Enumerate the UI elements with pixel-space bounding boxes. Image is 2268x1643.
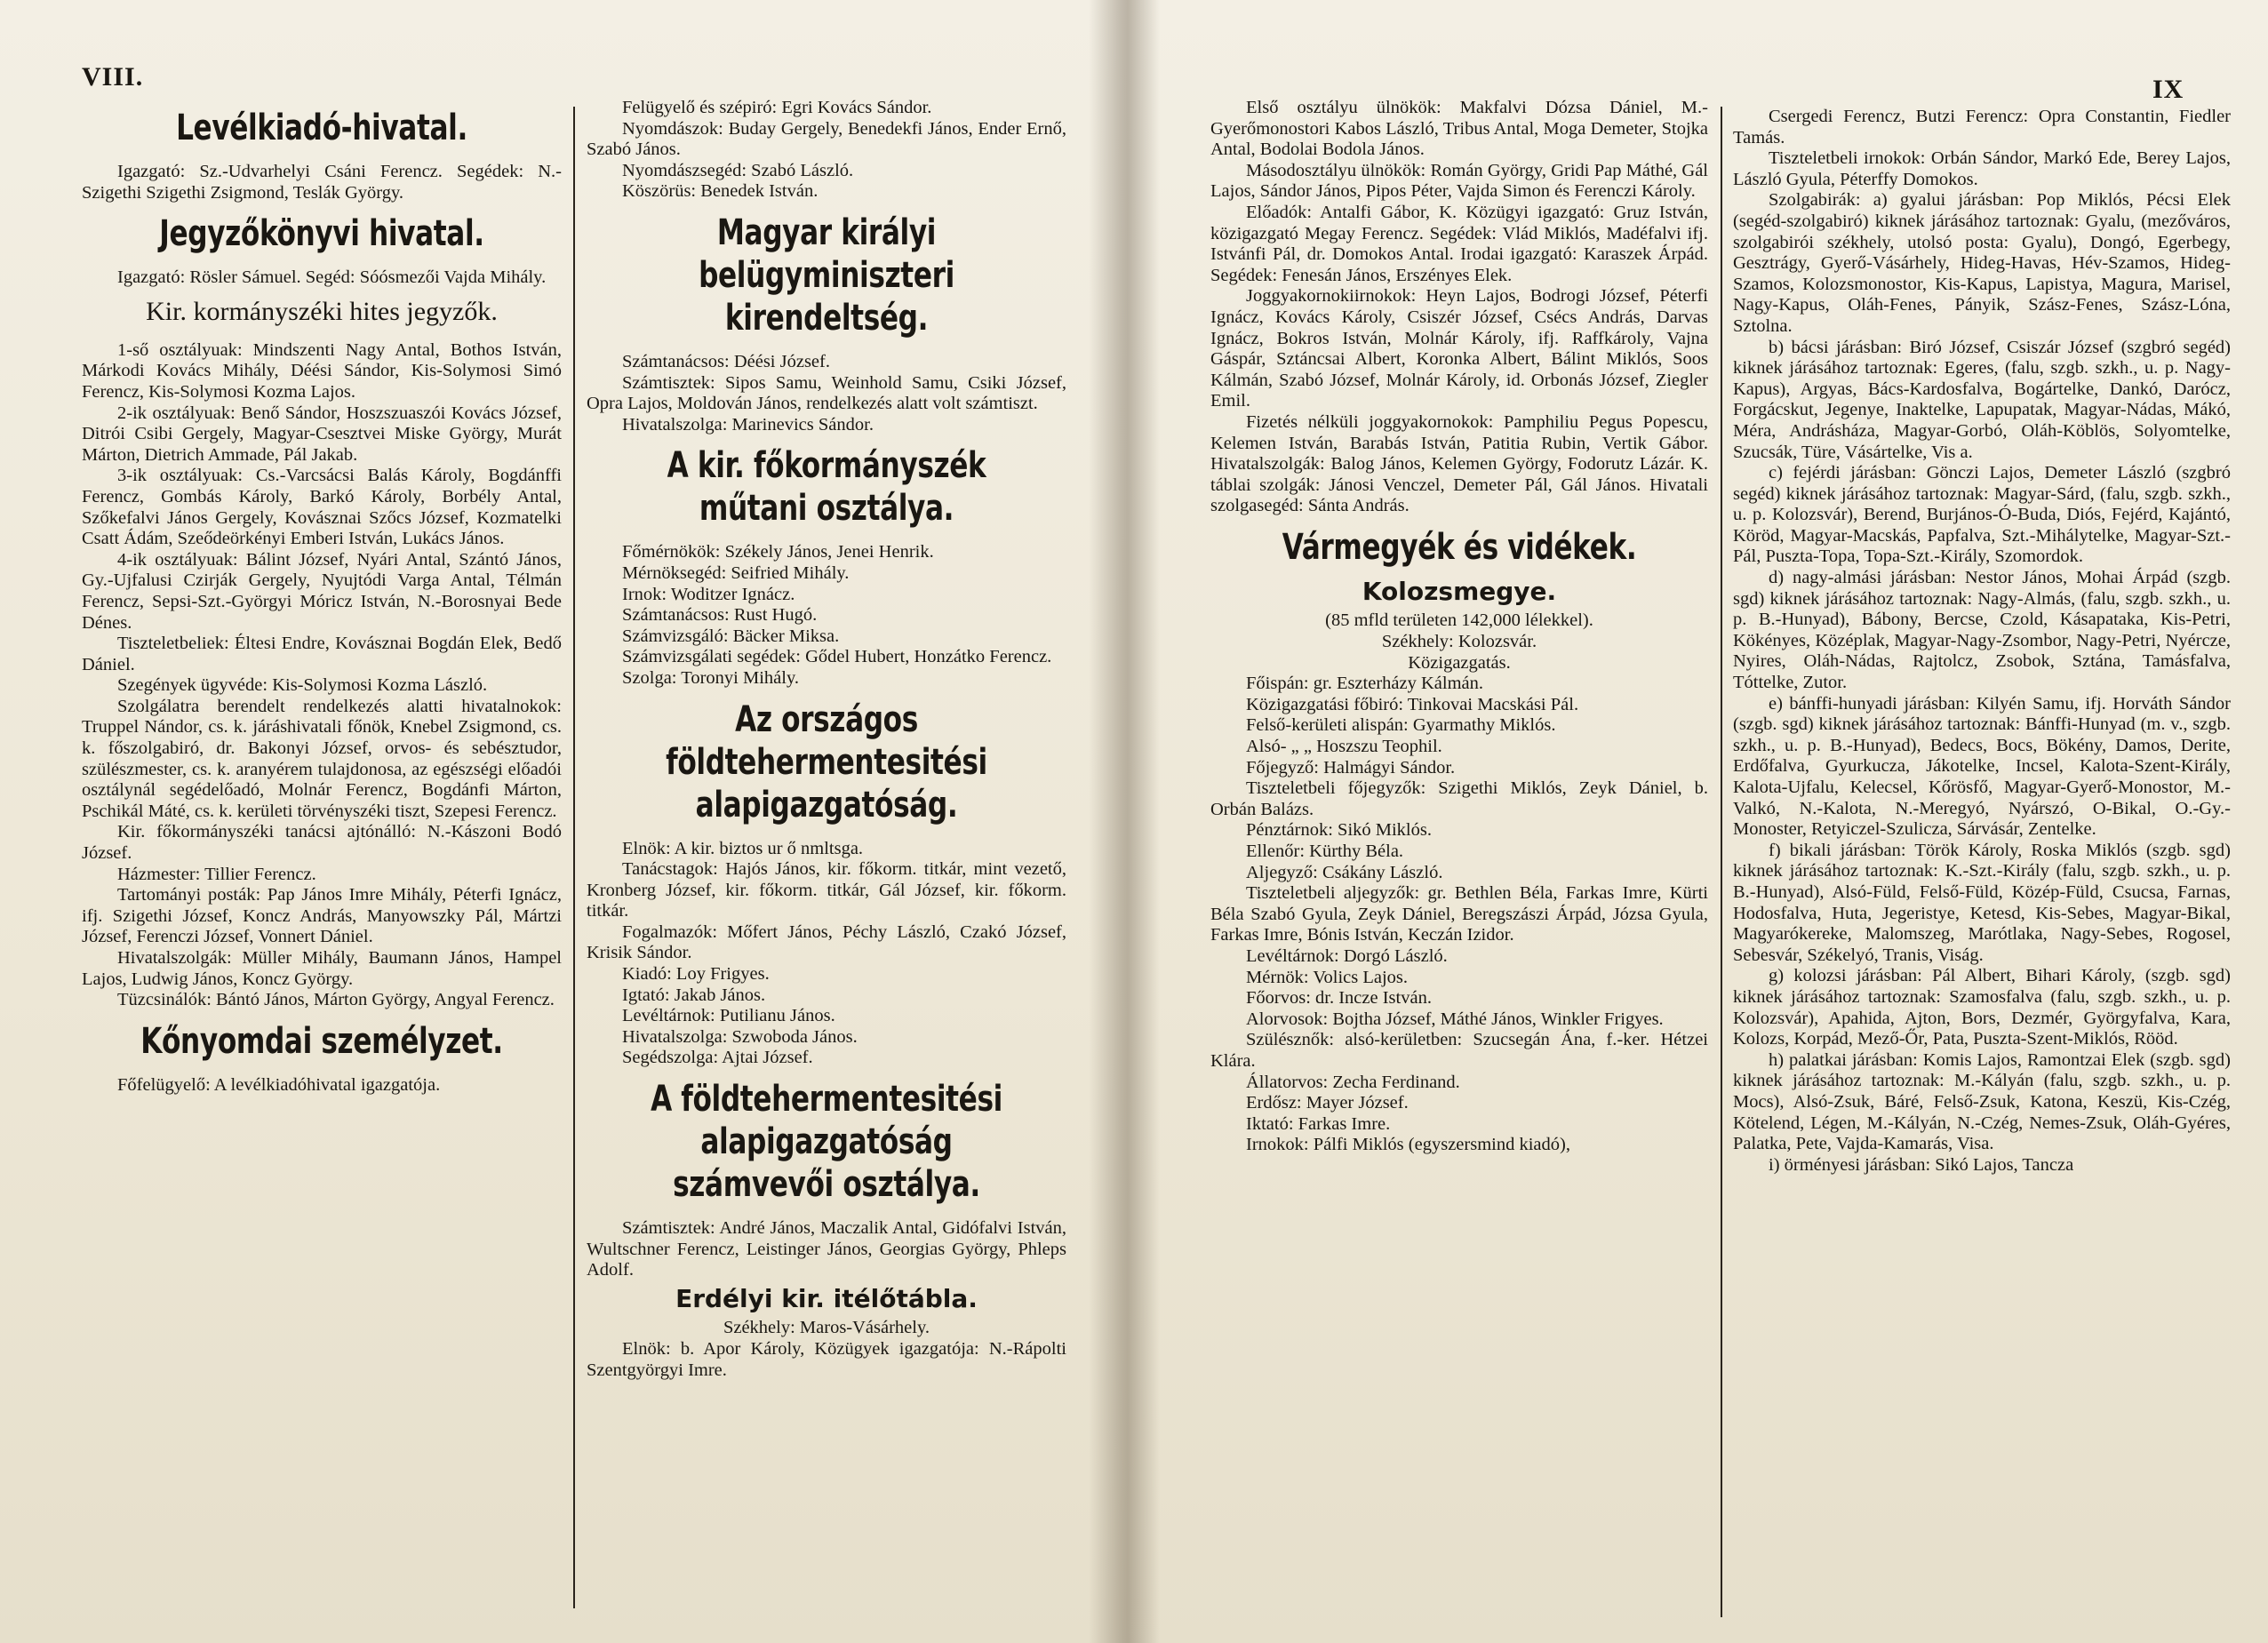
entry-paragraph: Szülésznők: alsó-kerületben: Szucsegán Ána, f.-ker. Hétzei Klára. <box>1210 1030 1708 1071</box>
entry-paragraph: Kir. főkormányszéki tanácsi ajtónálló: N.-Kászoni Bodó József. <box>82 822 562 864</box>
left-page <box>0 0 1122 1643</box>
entry-paragraph: Iktató: Farkas Imre. <box>1246 1113 1391 1134</box>
entry-paragraph: Főorvos: dr. Incze István. <box>1246 988 1432 1009</box>
entry-paragraph: Kiadó: Loy Frigyes. <box>622 964 770 985</box>
entry-paragraph: Szolga: Toronyi Mihály. <box>622 667 799 688</box>
section-heading: Jegyzőkönyvi hivatal. <box>159 213 484 255</box>
entry-paragraph: h) palatkai járásban: Komis Lajos, Ramontzai Elek (szgb. sgd) kiknek járásához tartoznak: M.-Kályán (falu, szgb. szkh., u. p. Mocs), Alsó-Zsuk, Báré, Felső-Zsuk, Katona, Keszü, Kis-Czég, Kötelend, Légen, M.-Kályán, N.-Czég, Nemes-Zsuk, Oláh-Gyéres, Palatka, Pete, Vajda-Kamarás, Visa. <box>1733 1049 2231 1154</box>
entry-paragraph: Számvizsgáló: Bäcker Miksa. <box>622 626 840 646</box>
entry-paragraph: Állatorvos: Zecha Ferdinand. <box>1246 1072 1460 1092</box>
left-column-1 <box>82 98 562 1096</box>
entry-paragraph: 1-ső osztályuak: Mindszenti Nagy Antal, Bothos István, Márkodi Kovács Mihály, Déési Sándor, Kis-Solymosi Simó Ferencz, Kis-Solymosi Kozma Lajos. <box>82 339 562 402</box>
entry-paragraph: Számtanácsos: Déési József. <box>622 351 830 371</box>
section-heading: A földtehermentesitési alapigazgatóság számvevői osztálya. <box>651 1079 1002 1206</box>
entry-paragraph: Felső-kerületi alispán: Gyarmathy Miklós. <box>1246 715 1556 736</box>
entry-paragraph: Irnok: Woditzer Ignácz. <box>622 584 795 604</box>
entry-paragraph: Tanácstagok: Hajós János, kir. főkorm. titkár, mint vezető, Kronberg József, kir. főkorm. titkár, Gál József, kir. főkorm. titkár. <box>587 859 1066 921</box>
section-heading: Magyar királyi belügyminiszteri kirendeltség. <box>699 211 954 339</box>
section-heading: Az országos földtehermentesitési alapigazgatóság. <box>666 698 987 825</box>
entry-paragraph: Fizetés nélküli joggyakornokok: Pamphiliu Pegus Popescu, Kelemen István, Barabás István, Patitia Rubin, Vertik Gábor. Hivatalszolgák: Balog János, Kelemen György, Fodorutz Lázár. K. táblai szolgák: Jánosi Venczel, Demeter Pál, Gál János. Hivatali szolgasegéd: Sánta András. <box>1210 411 1708 516</box>
entry-paragraph: Tiszteletbeli aljegyzők: gr. Bethlen Béla, Farkas Imre, Kürti Béla Szabó Gyula, Zeyk Dániel, Beregszászi Árpád, Józsa Gyula, Farkas Imre, Bónis István, Keczán Izidor. <box>1210 883 1708 945</box>
entry-paragraph: Első osztályu ülnökök: Makfalvi Dózsa Dániel, M.-Gyerőmonostori Kabos László, Tribus Antal, Moga Demeter, Stojka Antal, Bodolai Bodola János. <box>1210 98 1708 160</box>
entry-paragraph: Nyomdászsegéd: Szabó László. <box>622 160 854 180</box>
section-heading: Kőnyomdai személyzet. <box>140 1020 503 1062</box>
right-column-2 <box>1733 107 2231 1176</box>
entry-paragraph: Fogalmazók: Mőfert János, Péchy László, Czakó József, Krisik Sándor. <box>587 921 1066 963</box>
entry-paragraph: d) nagy-almási járásban: Nestor János, Mohai Árpád (szgb. sgd) kiknek járásához tartoznak: Nagy-Almás, (falu, szgb. szkh., u. p. B.-Hunyad), Bábony, Bercse, Czold, Kásapataka, Kis-Petri, Kökényes, Középlak, Magyar-Nagy-Zsombor, Nagy-Petri, Nyércze, Nyires, Oláh-Nádas, Rajtolcz, Zsobok, Sztána, Tamásfalva, Tóttelke, Zutor. <box>1733 568 2231 693</box>
entry-paragraph: Tiszteletbeli irnokok: Orbán Sándor, Markó Ede, Berey Lajos, László Gyula, Péterffy Domokos. <box>1733 148 2231 189</box>
entry-paragraph: Szolgabirák: a) gyalui járásban: Pop Miklós, Pécsi Elek (segéd-szolgabiró) kiknek járásához tartoznak: Gyalu, (mezőváros, szolgabirói székhely, utolsó posta: Gyalu), Dongó, Egerbegy, Gesztrágy, Gyerő-Vásárhely, Hideg-Havas, Hév-Szamos, Hideg-Szamos, Kolozsmonostor, Kis-Kapus, Lapistya, Magura, Marisel, Nagy-Kapus, Oláh-Fenes, Pányik, Szász-Fenes, Szász-Lóna, Sztolna. <box>1733 190 2231 336</box>
entry-paragraph: Főispán: gr. Eszterházy Kálmán. <box>1246 674 1484 694</box>
entry-paragraph: Levéltárnok: Dorgó László. <box>1246 945 1448 966</box>
entry-paragraph: Nyomdászok: Buday Gergely, Benedekfi János, Ender Ernő, Szabó János. <box>587 118 1066 160</box>
entry-paragraph: Alorvosok: Bojtha József, Máthé János, Winkler Frigyes. <box>1246 1009 1664 1029</box>
entry-paragraph: Erdősz: Mayer József. <box>1246 1093 1409 1113</box>
subsection-heading: Kolozsmegye. <box>1362 576 1557 606</box>
entry-paragraph: Alsó- „ „ Hoszszu Teophil. <box>1246 737 1442 757</box>
book-gutter-shadow <box>1089 0 1160 1643</box>
entry-paragraph: Számtisztek: Sipos Samu, Weinhold Samu, Csiki József, Opra Lajos, Moldován János, rendelkezés alatt volt számtiszt. <box>587 372 1066 414</box>
entry-paragraph: Elnök: A kir. biztos ur ő nmltsga. <box>622 838 864 858</box>
right-page <box>1122 0 2268 1643</box>
entry-paragraph: Tiszteletbeli főjegyzők: Szigethi Miklós, Zeyk Dániel, b. Orbán Balázs. <box>1210 778 1708 819</box>
entry-paragraph: Főmérnökök: Székely János, Jenei Henrik. <box>622 542 934 562</box>
entry-paragraph: Szolgálatra berendelt rendelkezés alatti hivatalnokok: Truppel Nándor, cs. k. járáshivatali főnök, Knebel Zsigmond, cs. k. főszolgabiró, dr. Bakonyi József, orvos- és sebésztudor, szülészmester, cs. k. aranyérem tulajdonosa, az egészségi előadói osztálynál segédelőadó, Molnár Ferencz, Bogdánfi Márton, Pschikál Máté, cs. k. kerületi törvényszéki tiszt, Szepesi Ferencz. <box>82 696 562 821</box>
entry-paragraph: Főfelügyelő: A levélkiadóhivatal igazgatója. <box>117 1074 441 1095</box>
entry-paragraph: Hivatalszolga: Marinevics Sándor. <box>622 414 874 435</box>
entry-paragraph: Hivatalszolgák: Müller Mihály, Baumann János, Hampel Lajos, Ludwig János, Koncz György. <box>82 948 562 989</box>
entry-paragraph: Csergedi Ferencz, Butzi Ferencz: Opra Constantin, Fiedler Tamás. <box>1733 107 2231 148</box>
entry-paragraph: Levéltárnok: Putilianu János. <box>622 1006 835 1026</box>
right-column-1 <box>1210 98 1708 1156</box>
entry-paragraph: Tiszteletbeliek: Éltesi Endre, Kovásznai Bogdán Elek, Bedő Dániel. <box>82 634 562 674</box>
column-divider <box>1721 107 1722 1617</box>
section-heading: Kir. kormányszéki hites jegyzők. <box>146 296 498 326</box>
entry-paragraph: e) bánffi-hunyadi járásban: Kilyén Samu, ifj. Horváth Sándor (szgb. sgd) kiknek járásához tartoznak: Bánffi-Hunyad (m. v., szgb. szkh., u. p. B.-Hunyad), Bedecs, Bocs, Bökény, Damos, Derite, Erdőfalva, Gyurkucza, Jákotelke, Incsel, Kalota-Szent-Király, Kalota-Ujfalu, Kelecsel, Kőrösfő, Magyar-Gyerő-Monostor, M.-Valkó, N.-Kalota, N.-Meregyó, Nyárszó, O-Bikal, O.-Gy.-Monoster, Retyiczel-Szulicza, Sárvásár, Zentelke. <box>1733 693 2231 840</box>
left-column-2 <box>587 98 1066 1381</box>
entry-paragraph: i) örményesi járásban: Sikó Lajos, Tancza <box>1769 1154 2074 1175</box>
subsection-heading: Erdélyi kir. itélőtábla. <box>675 1283 978 1313</box>
entry-paragraph: 3-ik osztályuak: Cs.-Varcsácsi Balás Károly, Bogdánffi Ferencz, Gombás Károly, Barkó Károly, Borbély Antal, Szőkefalvi János Gergely, Kovásznai Szőcs József, Kozmatelki Csatt Ádám, Szeődeörkényi Emberi István, Lukács János. <box>82 466 562 549</box>
entry-paragraph: Számtanácsos: Rust Hugó. <box>622 605 818 626</box>
entry-paragraph: 2-ik osztályuak: Benő Sándor, Hoszszuaszói Kovács József, Ditrói Csibi Gergely, Magyar-Csesztvei Miske György, Murát Márton, Dietrich Ammade, Pál Jakab. <box>82 403 562 465</box>
page-number-right: IX <box>2152 75 2184 104</box>
section-heading: Levélkiadó-hivatal. <box>176 108 467 148</box>
entry-paragraph: Hivatalszolga: Szwoboda János. <box>622 1026 858 1047</box>
entry-paragraph: Aljegyző: Csákány László. <box>1246 862 1443 882</box>
entry-paragraph: f) bikali járásban: Török Károly, Roska Miklós (szgb. sgd) kiknek járásához tartoznak: K.-Szt.-Király (falu, szgb. szkh., u. p. B.-Hunyad), Alsó-Füld, Felső-Füld, Közép-Füld, Csucsa, Farnas, Hodosfalva, Huta, Jegeristye, Ketesd, Kis-Sebes, Magyar-Bikal, Magyarókereke, Malomszeg, Marótlaka, Nagy-Sebes, Rogosel, Sebesvár, Székelyó, Tranis, Viság. <box>1733 840 2231 965</box>
centered-line: Székhely: Maros-Vásárhely. <box>723 1318 930 1338</box>
entry-paragraph: Házmester: Tillier Ferencz. <box>117 864 316 884</box>
entry-paragraph: Számvizsgálati segédek: Gődel Hubert, Honzátko Ferencz. <box>622 647 1052 667</box>
entry-paragraph: c) fejérdi járásban: Gönczi Lajos, Demeter László (szgbró segéd) kiknek járásához tartoznak: Magyar-Sárd, (falu, szgb. szkh., u. p. Kolozsvár), Berend, Burjános-Ó-Buda, Diós, Fejérd, Kajántó, Köröd, Magyar-Macskás, Papfalva, Szt.-Mihálytelke, Magyar-Szt.-Pál, Puszta-Topa, Topa-Szt.-Király, Szomordok. <box>1733 463 2231 567</box>
entry-paragraph: Előadók: Antalfi Gábor, K. Közügyi igazgató: Gruz István, közigazgató Megay Ferencz. Segédek: Vlád Miklós, Madéfalvi ifj. Istvánfi Pál, dr. Domokos Antal. Irodai igazgató: Karaszek Árpád. Segédek: Fenesán János, Erszényes Elek. <box>1210 202 1708 285</box>
entry-paragraph: Köszörüs: Benedek István. <box>622 181 819 202</box>
section-heading: A kir. főkormányszék műtani osztálya. <box>667 445 986 530</box>
entry-paragraph: Joggyakornokiirnokok: Heyn Lajos, Bodrogi József, Péterfi Ignácz, Kovács Károly, Csiszér József, Csécs András, Darvas Ignácz, Bokros István, Molnár Károly, ifj. Raffkároly, Vajna Gáspár, Sztáncsai Albert, Koronka Albert, Bálint Miklós, Soos Kálmán, Szabó József, Molnár Károly, id. Orbonás József, Ziegler Emil. <box>1210 286 1708 411</box>
section-heading: Vármegyék és vidékek. <box>1282 526 1637 568</box>
entry-paragraph: b) bácsi járásban: Biró József, Csiszár József (szgbró segéd) kiknek járásához tartoznak: Egeres, (falu, szgb. szkh., u. p. Nagy-Kapus), Argyas, Bács-Kardosfalva, Bogártelke, Dankó, Darócz, Forgácskut, Jegenye, Inaktelke, Lapupatak, Magyar-Nádas, Mákó, Méra, Andrásháza, Magyar-Gorbó, Oláh-Köblös, Solyomtelke, Szucsák, Türe, Vásártelke, Vis a. <box>1733 337 2231 462</box>
entry-paragraph: Felügyelő és szépiró: Egri Kovács Sándor. <box>622 98 932 117</box>
entry-paragraph: Segédszolga: Ajtai József. <box>622 1048 813 1068</box>
entry-paragraph: Irnokok: Pálfi Miklós (egyszersmind kiadó), <box>1246 1135 1570 1155</box>
entry-paragraph: Igazgató: Rösler Sámuel. Segéd: Sóósmezői Vajda Mihály. <box>117 267 547 288</box>
entry-paragraph: Mérnök: Volics Lajos. <box>1246 967 1409 987</box>
entry-paragraph: g) kolozsi járásban: Pál Albert, Bihari Károly, (szgb. sgd) kiknek járásához tartoznak: Szamosfalva (falu, szgb. szkh., u. p. Kolozsvár), Apahida, Ajton, Bors, Dezmér, Györgyfalva, Kara, Kolozs, Korpád, Mező-Őr, Pata, Puszta-Szent-Miklós, Rööd. <box>1733 966 2231 1049</box>
entry-paragraph: Szegények ügyvéde: Kis-Solymosi Kozma László. <box>117 675 488 696</box>
entry-paragraph: Másodosztályu ülnökök: Román György, Gridi Pap Máthé, Gál Lajos, Sándor János, Pipos Péter, Vajda Simon és Ferenczi Károly. <box>1210 160 1708 202</box>
entry-paragraph: Számtisztek: André János, Maczalik Antal, Gidófalvi István, Wultschner Ferencz, Leistinger János, Georgias György, Phleps Adolf. <box>587 1218 1066 1280</box>
column-divider <box>573 107 575 1608</box>
entry-paragraph: Tartományi posták: Pap János Imre Mihály, Péterfi Ignácz, ifj. Szigethi József, Koncz András, Manyowszky Pál, Mártzi József, Ferenczi József, Vonnert Dániel. <box>82 885 562 947</box>
entry-paragraph: Mérnöksegéd: Seifried Mihály. <box>622 562 850 583</box>
entry-paragraph: 4-ik osztályuak: Bálint József, Nyári Antal, Szántó János, Gy.-Ujfalusi Czirják Gergely, Nyujtódi Varga Antal, Télmán Ferencz, Sepsi-Szt.-Györgyi Móricz István, N.-Borosnyai Bede Dénes. <box>82 549 562 633</box>
entry-paragraph: Igazgató: Sz.-Udvarhelyi Csáni Ferencz. Segédek: N.-Szigethi Szigethi Zsigmond, Teslák György. <box>82 162 562 203</box>
entry-paragraph: Tüzcsinálók: Bántó János, Márton György, Angyal Ferencz. <box>117 990 555 1010</box>
page-number-left: VIII. <box>82 62 144 92</box>
entry-paragraph: Igtató: Jakab János. <box>622 985 766 1005</box>
centered-line: Székhely: Kolozsvár. <box>1381 632 1537 652</box>
entry-paragraph: Elnök: b. Apor Károly, Közügyek igazgatója: N.-Rápolti Szentgyörgyi Imre. <box>587 1339 1066 1380</box>
centered-line: (85 mfld területen 142,000 lélekkel). <box>1325 610 1593 631</box>
entry-paragraph: Főjegyző: Halmágyi Sándor. <box>1246 757 1456 778</box>
entry-paragraph: Közigazgatási főbiró: Tinkovai Macskási Pál. <box>1246 694 1579 714</box>
centered-line: Közigazgatás. <box>1408 652 1511 673</box>
entry-paragraph: Ellenőr: Kürthy Béla. <box>1246 841 1404 861</box>
entry-paragraph: Pénztárnok: Sikó Miklós. <box>1246 820 1432 841</box>
